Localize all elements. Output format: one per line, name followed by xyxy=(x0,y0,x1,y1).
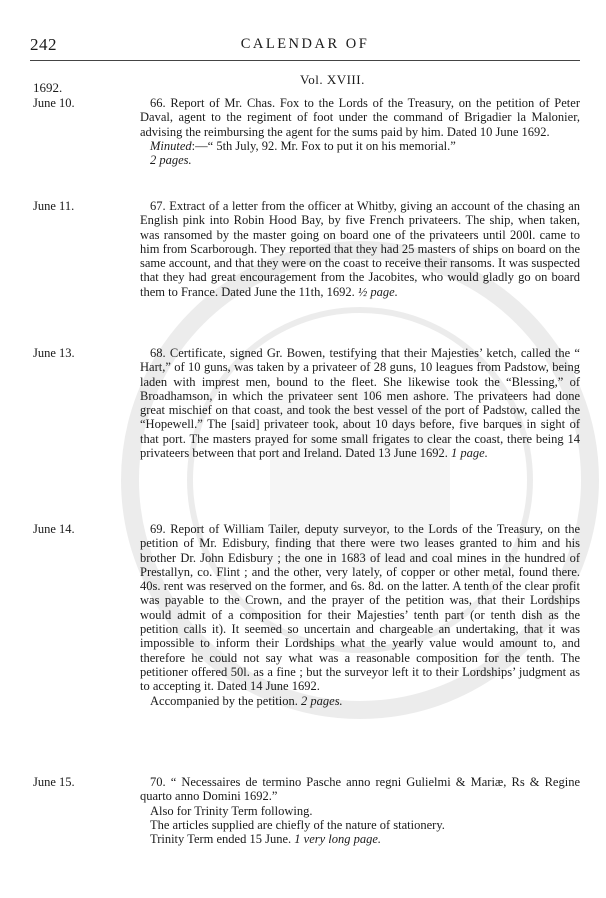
entry-date: June 15. xyxy=(33,775,75,789)
entry-date: June 13. xyxy=(33,346,75,360)
entry-70 xyxy=(30,775,580,846)
page-count: 1 page. xyxy=(451,446,488,461)
entry-text: 70. “ Necessaires de termino Pasche anno regni Gulielmi & Mariæ, Rs & Regine quarto anno Domini 1692.” xyxy=(140,775,580,804)
entry-date: June 14. xyxy=(33,522,75,536)
entry-68 xyxy=(30,346,580,460)
entry-67 xyxy=(30,199,580,299)
entry-text: 68. Certificate, signed Gr. Bowen, testifying that their Majesties’ ketch, called the “ Hart,” of 10 guns, was taken by a privateer of 28 guns, 10 leagues from Padstow, being laden with imprest men, bound to the fleet. She likewise took the “Blessing,” of Broadhamson, in which the privateer sent 106 men ashore. The privateers had done great mischief on that coast, and took the best vessel of the port of Padstow, called the “Hopewell.” The [said] privateer took, about 10 days before, five barques in sight of that port. The masters prayed for some small frigates to clear the coast, there being 14 privateers between that port and Ireland. Dated 13 June 1692. xyxy=(140,346,580,461)
page-number: 242 xyxy=(30,35,57,54)
entry-line: Trinity Term ended 15 June. xyxy=(150,832,292,847)
page-count: 1 very long page. xyxy=(294,832,382,847)
running-head xyxy=(30,35,580,57)
entry-text: 66. Report of Mr. Chas. Fox to the Lords of the Treasury, on the petition of Peter Daval, agent to the regiment of foot under the command of Brigadier la Malonier, advising the reimbursing the agent for the sums paid by him. Dated 10 June 1692. xyxy=(140,96,580,139)
margin-year: 1692. xyxy=(33,80,63,95)
page-count: ½ page. xyxy=(357,284,398,299)
entry-date: June 11. xyxy=(33,199,75,213)
entry-date: June 10. xyxy=(33,96,75,110)
minute-label: Minuted xyxy=(150,138,192,153)
entry-body xyxy=(140,346,580,460)
entry-text: 67. Extract of a letter from the officer at Whitby, giving an account of the chasing an English pink into Robin Hood Bay, by five French privateers. The ship, when taken, was ransomed by the master going on board one of the privateers until 200l. came to him from Scarborough. They reported that they had 25 masters of ships on board on the same account, and that they were on the coast to receive their ransoms. It was suspected that they had great encouragement from the Jacobites, who would gladly go on board them to France. Dated June the 11th, 1692. xyxy=(140,199,580,299)
page-count: 2 pages. xyxy=(150,153,192,168)
entry-body xyxy=(140,96,580,167)
minute-text: :—“ 5th July, 92. Mr. Fox to put it on his memorial.” xyxy=(191,138,456,153)
volume-heading: Vol. XVIII. xyxy=(300,72,365,87)
entry-line: Also for Trinity Term following. xyxy=(150,803,313,818)
entry-69 xyxy=(30,522,580,708)
entry-66 xyxy=(30,96,580,167)
entry-body xyxy=(140,522,580,708)
entry-line: The articles supplied are chiefly of the nature of stationery. xyxy=(150,817,445,832)
entry-text: 69. Report of William Tailer, deputy surveyor, to the Lords of the Treasury, on the petition of Mr. Edisbury, finding that there were two leases granted to him and his brother Dr. John Edisbury ; the one in 1683 of lead and coal mines in the hundred of Prestallyn, co. Flint ; and the other, very lately, of copper or other metal, found there. 40s. rent was reserved on the former, and 6s. 8d. on the latter. A tenth of the clear profit was payable to the Crown, and the prayer of the petition was, that their Lordships would admit of a composition for their Majesties’ tenth part (or tenth dish as the petition calls it). It seemed so uncertain and chargeable an undertaking, that it was impossible to inform their Lordships what the yearly value would amount to, and therefore he could not say what was a reasonable composition for the tenth. The petitioner offered 50l. as a fine ; but the surveyor left it to their Lordships’ judgment as to accepting it. Dated 14 June 1692. xyxy=(140,522,580,694)
accompanied-note: Accompanied by the petition. xyxy=(150,693,298,708)
entry-body xyxy=(140,199,580,299)
header-rule xyxy=(30,60,580,61)
page-count: 2 pages. xyxy=(301,693,343,708)
entry-body xyxy=(140,775,580,846)
running-title: CALENDAR OF xyxy=(240,36,370,52)
